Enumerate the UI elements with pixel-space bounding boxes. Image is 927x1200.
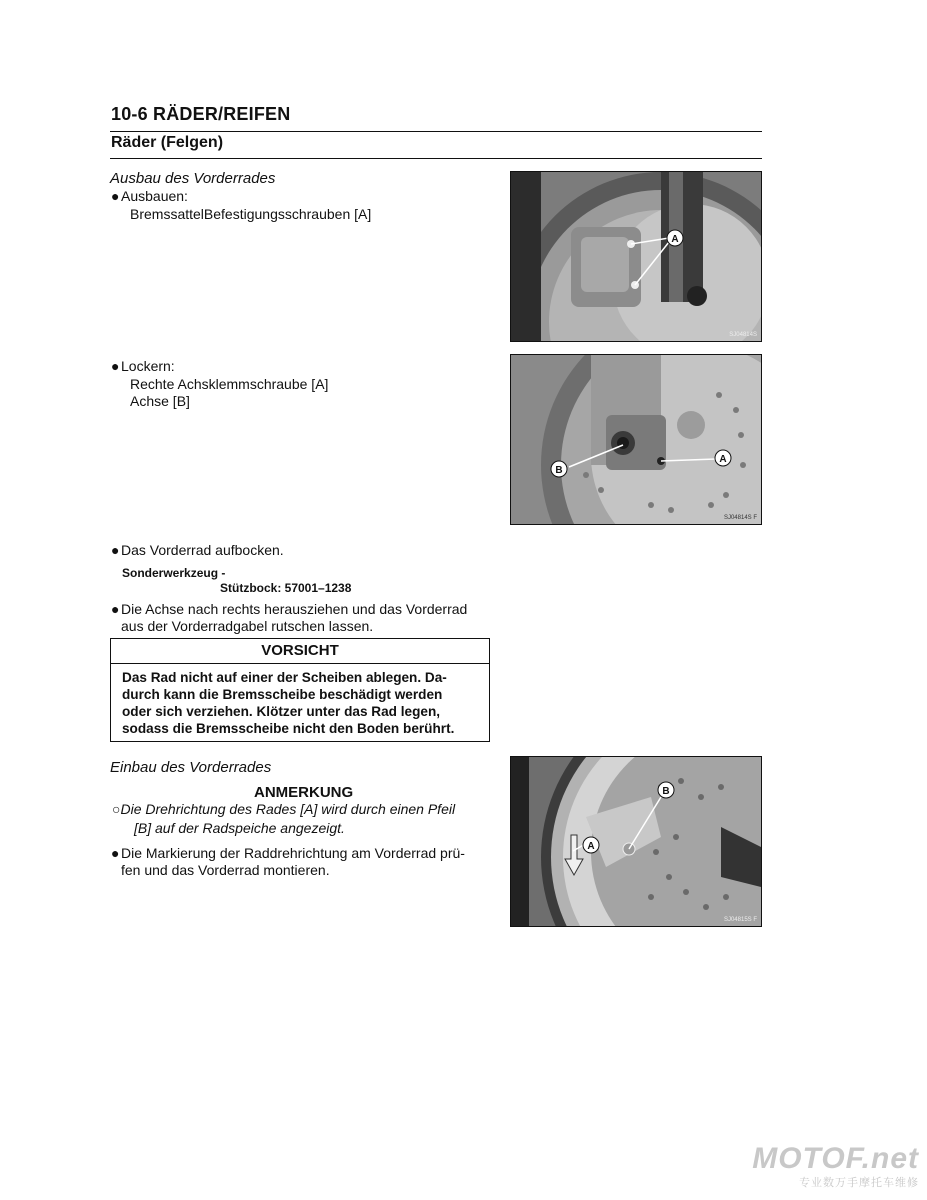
photo-axle-clamp-bolt bbox=[510, 354, 762, 525]
special-tool-value: Stützbock: 57001–1238 bbox=[220, 581, 352, 595]
watermark bbox=[752, 1144, 919, 1190]
title-rule-top bbox=[110, 131, 762, 132]
caution-line: Das Rad nicht auf einer der Scheiben ablegen. Da- bbox=[122, 670, 447, 685]
chapter-title: 10-6 RÄDER/REIFEN bbox=[111, 104, 291, 124]
note-line-2: [B] auf der Radspeiche angezeigt. bbox=[134, 820, 345, 836]
removal-step-2: ● Lockern: bbox=[111, 358, 175, 374]
callout-a: A bbox=[719, 454, 727, 465]
photo-rotation-arrow bbox=[510, 756, 762, 927]
removal-step-2-item-2: Achse [B] bbox=[130, 393, 190, 409]
removal-step-2-item-1: Rechte Achsklemmschraube [A] bbox=[130, 376, 329, 392]
caution-line: oder sich verziehen. Klötzer unter das Rad legen, bbox=[122, 704, 441, 719]
callout-b: B bbox=[662, 786, 670, 797]
installation-step-1-line-2: fen und das Vorderrad montieren. bbox=[121, 862, 330, 878]
title-rule-bottom bbox=[110, 158, 762, 159]
removal-step-3: ● Das Vorderrad aufbocken. bbox=[111, 542, 284, 558]
caution-line: durch kann die Bremsscheibe beschädigt werden bbox=[122, 687, 443, 702]
bullet-icon: ● bbox=[111, 188, 120, 204]
removal-step-1-item: BremssattelBefestigungsschrauben [A] bbox=[130, 206, 372, 222]
caution-body bbox=[111, 664, 489, 737]
photo-code: SJ04814S bbox=[729, 332, 757, 338]
watermark-logo: MOTOF.net bbox=[752, 1142, 919, 1175]
removal-step-4: ● Die Achse nach rechts herausziehen und das Vorderrad bbox=[111, 601, 468, 617]
bullet-icon: ● bbox=[111, 542, 120, 558]
bullet-icon: ● bbox=[111, 845, 120, 861]
note-line-1: ○Die Drehrichtung des Rades [A] wird durch einen Pfeil bbox=[112, 801, 456, 817]
photo-code: SJ04814S F bbox=[723, 515, 757, 521]
caution-title: VORSICHT bbox=[111, 639, 489, 664]
removal-step-1: ● Ausbauen: bbox=[111, 188, 188, 204]
special-tool-label: Sonderwerkzeug - bbox=[122, 566, 226, 580]
note-marker-icon: ○ bbox=[112, 801, 121, 817]
photo-brake-caliper-bolts bbox=[510, 171, 762, 342]
installation-heading: Einbau des Vorderrades bbox=[110, 759, 272, 776]
photo-code: SJ04815S F bbox=[723, 917, 757, 923]
bullet-icon: ● bbox=[111, 358, 120, 374]
installation-step-1: ● Die Markierung der Raddrehrichtung am Vorderrad prü- bbox=[111, 845, 465, 861]
section-title: Räder (Felgen) bbox=[111, 134, 224, 151]
callout-b: B bbox=[555, 465, 563, 476]
caution-box bbox=[110, 638, 490, 742]
callout-a: A bbox=[671, 234, 679, 245]
removal-heading: Ausbau des Vorderrades bbox=[110, 170, 276, 187]
note-title: ANMERKUNG bbox=[254, 784, 354, 801]
caution-line: sodass die Bremsscheibe nicht den Boden berührt. bbox=[122, 721, 455, 736]
bullet-icon: ● bbox=[111, 601, 120, 617]
removal-step-4-line-2: aus der Vorderradgabel rutschen lassen. bbox=[121, 618, 374, 634]
watermark-subtitle: 专业数万手摩托车维修 bbox=[799, 1177, 919, 1189]
callout-a: A bbox=[587, 841, 595, 852]
